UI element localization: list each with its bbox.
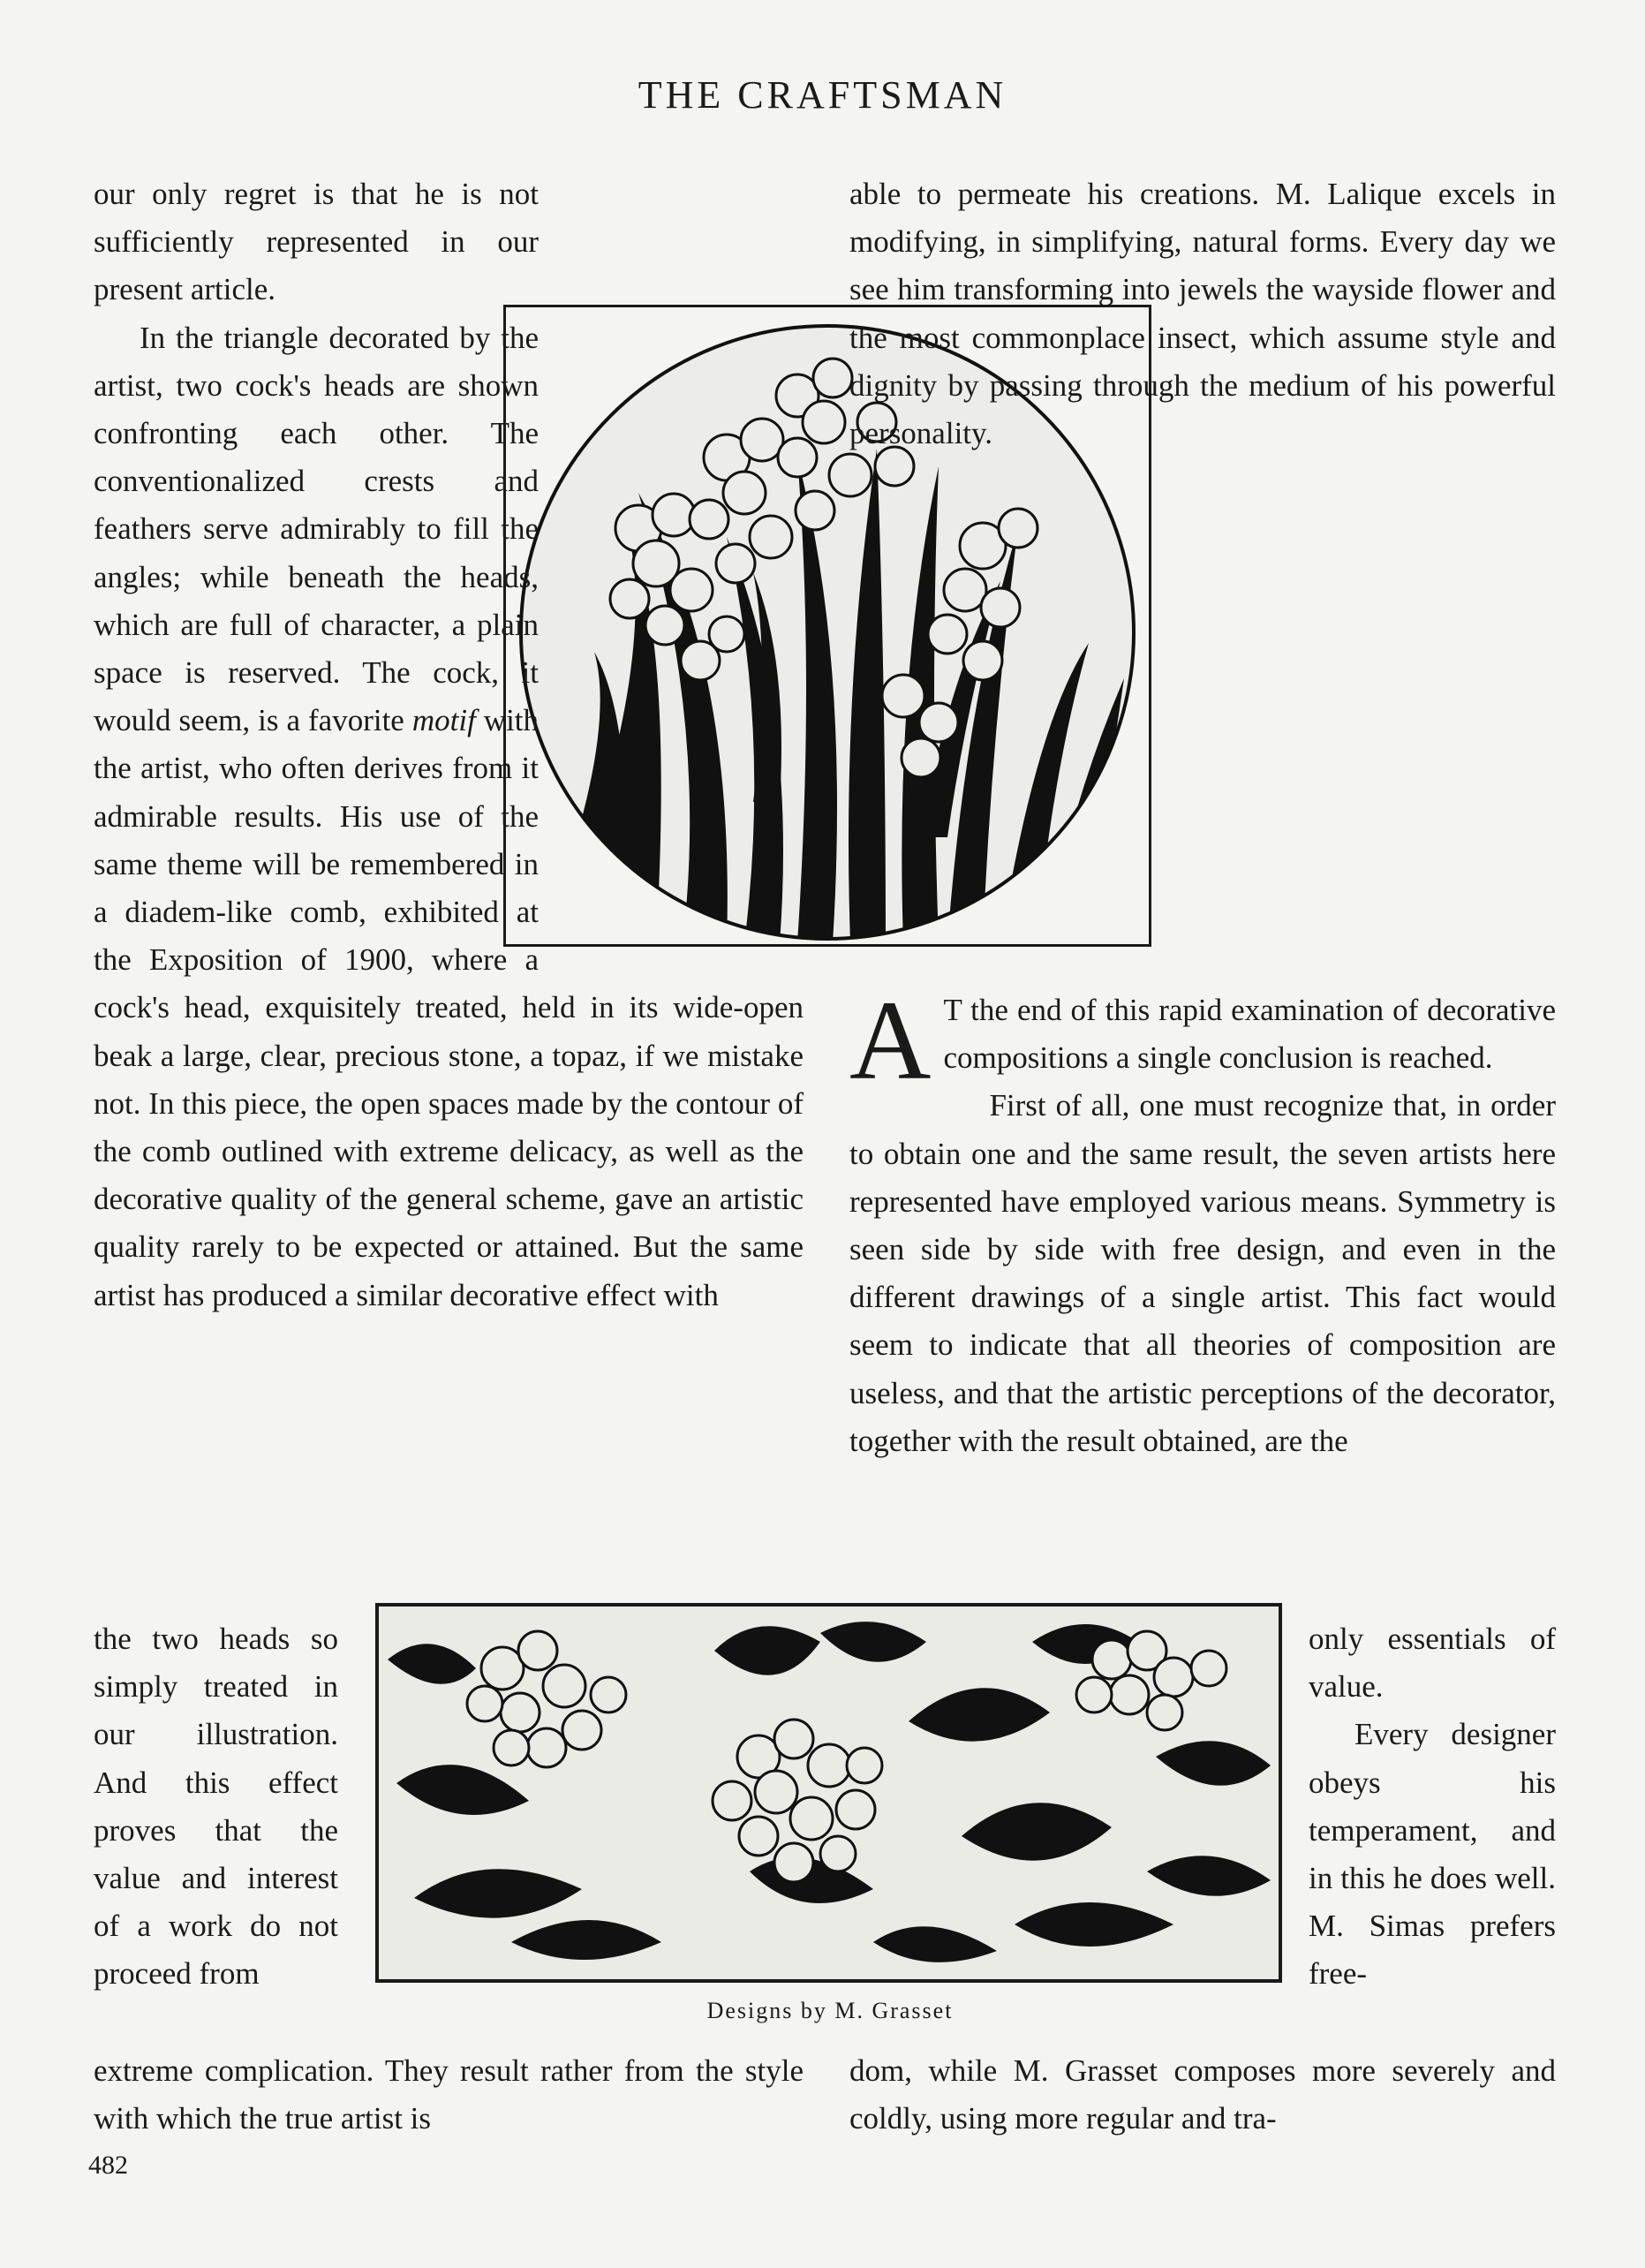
page-header: THE CRAFTSMAN <box>638 73 1007 117</box>
hydrangea-panel-drawing <box>379 1606 1279 1979</box>
figure-caption: Designs by M. Grasset <box>706 1998 954 2023</box>
paragraph: able to permeate his creations. M. Lalique excels in modifying, in simplifying, natural forms. Every day we see him transforming into jewels the wayside flower and the most commonplace insect, which assume style and dignity by passing through the medium of his powerful personality. <box>849 177 1557 451</box>
paragraph: extreme complication. They result rather from the style with which the true artist is <box>94 2053 804 2136</box>
paragraph: only essentials of value. <box>1309 1622 1556 1705</box>
drop-cap: A <box>849 978 932 1103</box>
paragraph: First of all, one must recognize that, in order to obtain one and the same result, the seven artists here represented have employed various means. Symmetry is seen side by side with free design, and even in the different drawings of a single artist. This fact would seem to indicate that all theories of composition are useless, and that the artistic perceptions of the decorator, together with the result obtained, are the <box>849 1088 1556 1458</box>
right-narrow-block <box>1309 1615 1556 1999</box>
left-bottom-block <box>94 2047 804 2143</box>
hydrangea-illustration <box>375 1603 1282 1983</box>
paragraph: dom, while M. Grasset composes more severely and coldly, using more regular and tra- <box>849 2053 1556 2136</box>
page-number: 482 <box>88 2151 128 2180</box>
paragraph: our only regret is that he is not sufficiently represented in our present article. <box>94 177 539 307</box>
right-column <box>849 170 1556 457</box>
motif-italic: motif <box>411 703 476 738</box>
right-bottom-block <box>849 2047 1556 2143</box>
paragraph: the two heads so simply treated in our illustration. And this effect proves that the value and interest of a work do not proceed from <box>94 1622 338 1992</box>
paragraph: In the triangle decorated by the artist, two cock's heads are shown confronting each other. The conventionalized crests and feathers serve admirably to fill the angles; while beneath the heads, which are full of character, a plain space is reserved. The cock, it would seem, is a favorite motif with the artist, who often derives from it admirable results. His use of the same theme will be remembered in a diadem-like comb, exhibited at the Exposition of 1900, where a cock's head, exquisitely treated, held in its wide-open beak a large, clear, precious stone, a topaz, if we mistake not. In this piece, the open spaces made by the contour of the comb outlined with extreme delicacy, as well as the decorative quality of the general scheme, gave an artistic quality rarely to be expected or attained. But the same artist has produced a similar decorative effect with <box>94 320 804 1312</box>
figure-space <box>539 170 804 966</box>
paragraph: A T the end of this rapid examination of decorative compositions a single conclusion is reached. <box>849 978 1556 1103</box>
left-column <box>94 170 804 1319</box>
right-lower-block <box>849 978 1556 1465</box>
left-narrow-block <box>94 1615 338 1999</box>
paragraph: Every designer obeys his temperament, and in this he does well. M. Simas prefers free- <box>1309 1717 1556 1992</box>
